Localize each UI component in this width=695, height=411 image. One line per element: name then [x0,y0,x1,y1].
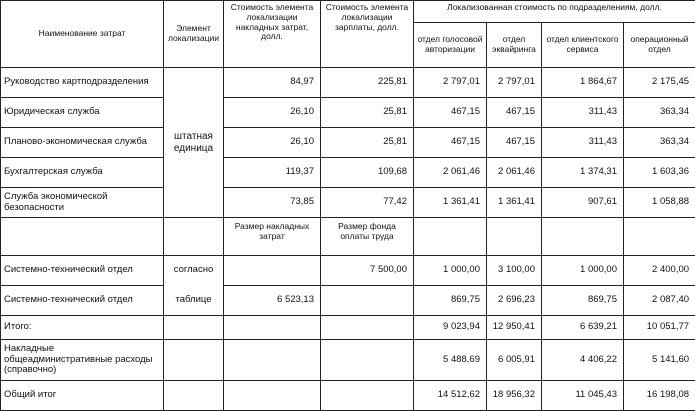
table-row [1,188,695,218]
header-localized-group: Локализованная стоимость по подразделениям, долл. [414,1,695,23]
header-row [1,1,695,23]
empty-cell [542,218,624,256]
dept-voice-auth-value: 1 000,00 [414,256,487,286]
dept-acquiring-value: 1 361,41 [487,188,542,218]
dept-operational-value: 363,34 [624,98,695,128]
element-cell: таблице [164,286,224,316]
subheader-payroll-fund-size: Размер фонда оплаты труда [321,218,414,256]
dept-acquiring-value: 467,15 [487,128,542,158]
header-dept-client-service: отдел клиентского сервиса [542,23,624,68]
header-salary-cost: Стоимость элемента локализации зарплаты, долл. [321,1,414,68]
dept-voice-auth-value: 467,15 [414,98,487,128]
table-row [1,98,695,128]
element-cell: согласно [164,256,224,286]
empty-cell [321,381,414,411]
table-row [1,286,695,316]
dept-client-service-value: 11 045,43 [542,381,624,411]
dept-operational-value: 2 400,00 [624,256,695,286]
grand-total-row [1,381,695,411]
empty-cell [624,218,695,256]
dept-operational-value: 16 198,08 [624,381,695,411]
dept-acquiring-value: 2 696,23 [487,286,542,316]
header-dept-operational: операционный отдел [624,23,695,68]
dept-operational-value: 5 141,60 [624,340,695,381]
subheader-overhead-size: Размер накладных затрат [224,218,321,256]
header-overhead-cost: Стоимость элемента локализации накладных затрат, долл. [224,1,321,68]
dept-voice-auth-value: 5 488,69 [414,340,487,381]
header-dept-acquiring: отдел эквайринга [487,23,542,68]
salary-value: 25,81 [321,98,414,128]
empty-cell [164,340,224,381]
header-dept-voice-auth: отдел голосовой авторизации [414,23,487,68]
dept-acquiring-value: 12 950,41 [487,316,542,340]
overhead-value: 73,85 [224,188,321,218]
dept-operational-value: 10 051,77 [624,316,695,340]
dept-voice-auth-value: 9 023,94 [414,316,487,340]
empty-cell [164,316,224,340]
salary-value: 77,42 [321,188,414,218]
dept-voice-auth-value: 2 061,46 [414,158,487,188]
dept-voice-auth-value: 1 361,41 [414,188,487,218]
subheader-row [1,218,695,256]
dept-operational-value: 1 603,36 [624,158,695,188]
empty-cell [1,218,164,256]
empty-cell [224,316,321,340]
overhead-value: 119,37 [224,158,321,188]
row-name: Системно-технический отдел [1,256,164,286]
empty-cell [321,316,414,340]
dept-operational-value: 363,34 [624,128,695,158]
dept-client-service-value: 4 406,22 [542,340,624,381]
row-name: Руководство картподразделения [1,68,164,98]
dept-operational-value: 2 087,40 [624,286,695,316]
overhead-value: 26,10 [224,128,321,158]
staff-element-cell: штатная единица [164,68,224,218]
dept-acquiring-value: 467,15 [487,98,542,128]
dept-client-service-value: 907,61 [542,188,624,218]
dept-voice-auth-value: 869,75 [414,286,487,316]
dept-voice-auth-value: 14 512,62 [414,381,487,411]
row-name: Планово-экономическая служба [1,128,164,158]
overhead-value: 26,10 [224,98,321,128]
dept-voice-auth-value: 2 797,01 [414,68,487,98]
empty-cell [164,381,224,411]
dept-acquiring-value: 2 797,01 [487,68,542,98]
total-row [1,316,695,340]
row-name: Итого: [1,316,164,340]
row-name: Системно-технический отдел [1,286,164,316]
dept-client-service-value: 869,75 [542,286,624,316]
dept-client-service-value: 6 639,21 [542,316,624,340]
dept-operational-value: 2 175,45 [624,68,695,98]
row-name: Общий итог [1,381,164,411]
header-name: Наименование затрат [1,1,164,68]
dept-client-service-value: 1 374,31 [542,158,624,188]
salary-value: 225,81 [321,68,414,98]
table-row [1,256,695,286]
empty-cell [224,340,321,381]
table-row [1,128,695,158]
overhead-value: 84,97 [224,68,321,98]
row-name: Накладные общеадминистративные расходы (справочно) [1,340,164,381]
salary-value: 25,81 [321,128,414,158]
dept-voice-auth-value: 467,15 [414,128,487,158]
dept-acquiring-value: 6 005,91 [487,340,542,381]
empty-cell [321,340,414,381]
empty-cell [414,218,487,256]
empty-cell [224,381,321,411]
row-name: Юридическая служба [1,98,164,128]
dept-acquiring-value: 18 956,32 [487,381,542,411]
row-name: Бухгалтерская служба [1,158,164,188]
overhead-value: 6 523,13 [224,286,321,316]
dept-acquiring-value: 2 061,46 [487,158,542,188]
header-element: Элемент локализации [164,1,224,68]
empty-cell [164,218,224,256]
dept-client-service-value: 1 000,00 [542,256,624,286]
overhead-admin-row [1,340,695,381]
dept-client-service-value: 1 864,67 [542,68,624,98]
dept-client-service-value: 311,43 [542,128,624,158]
dept-client-service-value: 311,43 [542,98,624,128]
table-row [1,158,695,188]
table-row [1,68,695,98]
salary-value [321,286,414,316]
salary-value: 7 500,00 [321,256,414,286]
dept-acquiring-value: 3 100,00 [487,256,542,286]
overhead-value [224,256,321,286]
salary-value: 109,68 [321,158,414,188]
dept-operational-value: 1 058,88 [624,188,695,218]
empty-cell [487,218,542,256]
row-name: Служба экономической безопасности [1,188,164,218]
